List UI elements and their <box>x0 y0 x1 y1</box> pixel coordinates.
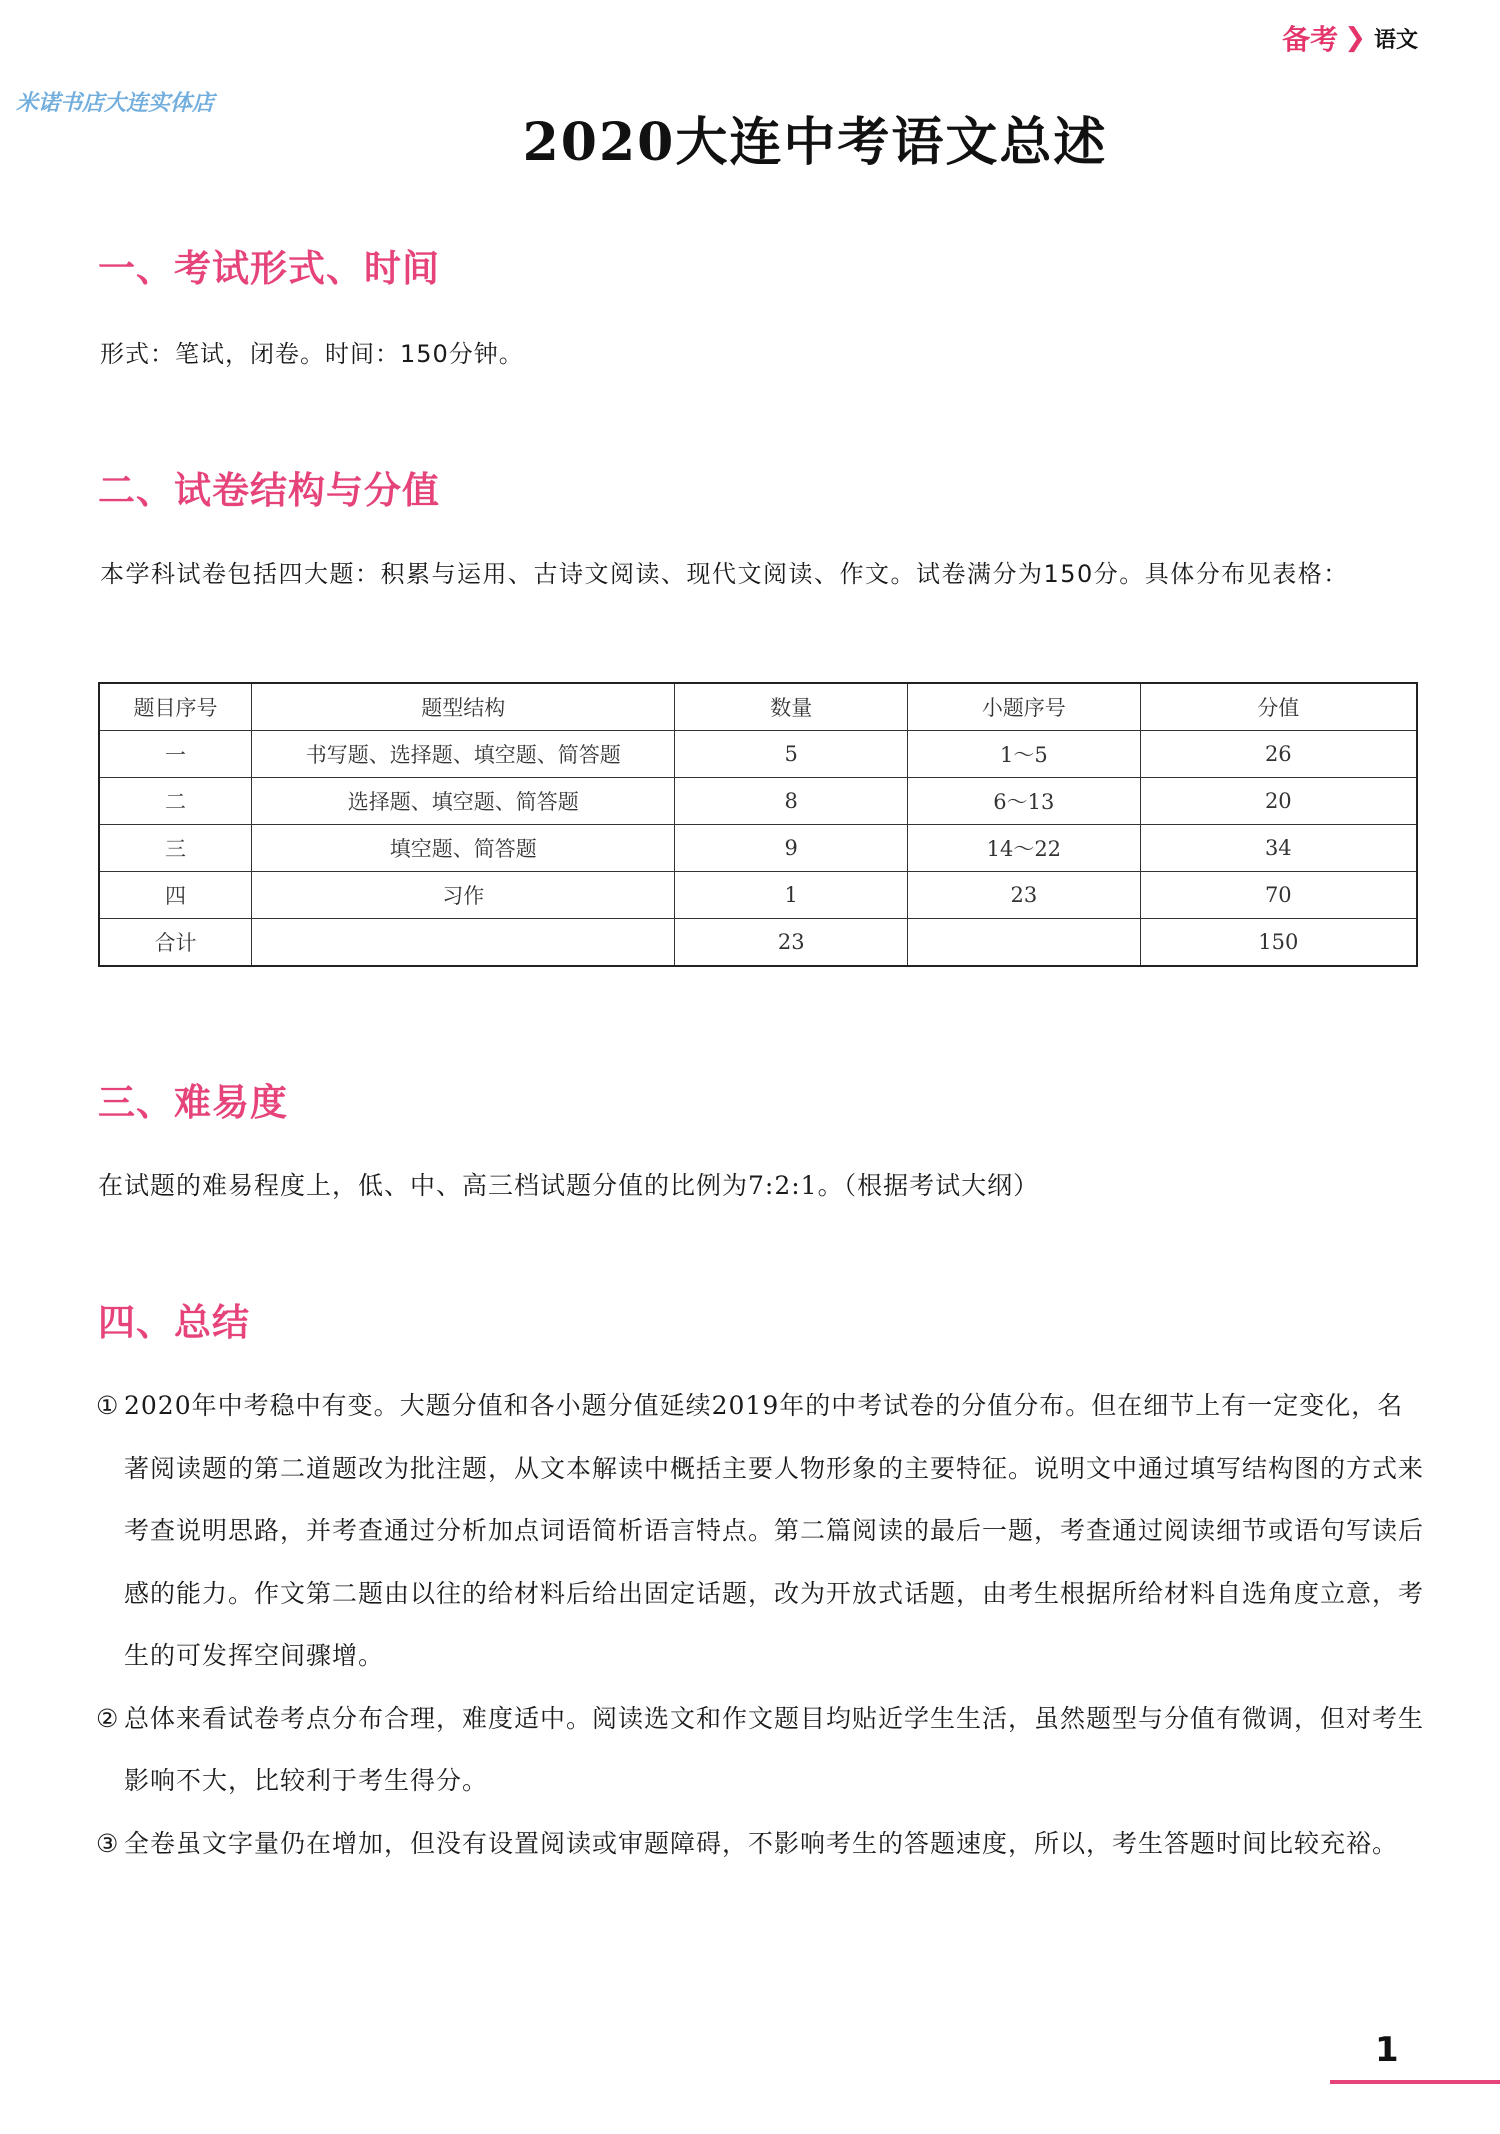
section-heading-structure: 二、试卷结构与分值 <box>98 468 440 512</box>
table-header-cell: 小题序号 <box>908 683 1141 731</box>
table-cell: 选择题、填空题、简答题 <box>252 778 675 825</box>
list-item-text: 全卷虽文字量仍在增加，但没有设置阅读或审题障碍，不影响考生的答题速度，所以，考生答题时间比较充裕。 <box>124 1828 1399 1858</box>
score-distribution-table <box>98 682 1418 967</box>
exam-format-text: 形式：笔试，闭卷。时间：150分钟。 <box>100 340 524 368</box>
table-cell: 20 <box>1140 778 1417 825</box>
brand-main-label: 备考 <box>1282 23 1339 56</box>
table-row <box>99 872 1417 919</box>
table-cell: 1 <box>675 872 908 919</box>
table-cell: 合计 <box>99 919 252 967</box>
list-item-marker: ② <box>96 1703 120 1733</box>
section-heading-summary: 四、总结 <box>98 1300 250 1344</box>
table-cell: 填空题、简答题 <box>252 825 675 872</box>
table-header-cell: 分值 <box>1140 683 1417 731</box>
table-row <box>99 825 1417 872</box>
summary-list <box>96 1375 1426 1875</box>
list-item <box>96 1813 1426 1876</box>
chevron-right-icon: ❯ <box>1344 23 1366 53</box>
table-cell: 26 <box>1140 731 1417 778</box>
table-cell: 23 <box>908 872 1141 919</box>
table-cell: 8 <box>675 778 908 825</box>
list-item-marker: ① <box>96 1391 120 1420</box>
table-cell: 四 <box>99 872 252 919</box>
table-cell: 三 <box>99 825 252 872</box>
list-item-marker: ③ <box>96 1828 120 1858</box>
section-heading-difficulty: 三、难易度 <box>98 1080 288 1124</box>
list-item-text: 总体来看试卷考点分布合理，难度适中。阅读选文和作文题目均贴近学生生活，虽然题型与分值有微调，但对考生影响不大，比较利于考生得分。 <box>124 1703 1425 1795</box>
table-header-row <box>99 683 1417 731</box>
table-cell: 6～13 <box>908 778 1141 825</box>
table-cell: 5 <box>675 731 908 778</box>
section-heading-format-time: 一、考试形式、时间 <box>98 246 440 290</box>
list-item-text: 2020年中考稳中有变。大题分值和各小题分值延续2019年的中考试卷的分值分布。但在细节上有一定变化，名著阅读题的第二道题改为批注题，从文本解读中概括主要人物形象的主要特征。说明文中通过填写结构图的方式来考查说明思路，并考查通过分析加点词语简析语言特点。第二篇阅读的最后一题，考查通过阅读细节或语句写读后感的能力。作文第二题由以往的给材料后给出固定话题，改为开放式话题，由考生根据所给材料自选角度立意，考生的可发挥空间骤增。 <box>124 1391 1425 1670</box>
table-header-cell: 题型结构 <box>252 683 675 731</box>
page-number: 1 <box>1375 2030 1399 2070</box>
table-cell <box>908 919 1141 967</box>
list-item <box>96 1375 1426 1688</box>
table-cell: 一 <box>99 731 252 778</box>
table-row <box>99 731 1417 778</box>
table-cell: 14～22 <box>908 825 1141 872</box>
watermark: 米诺书店大连实体店 <box>16 91 215 116</box>
table-cell: 习作 <box>252 872 675 919</box>
table-header-cell: 题目序号 <box>99 683 252 731</box>
table-cell: 9 <box>675 825 908 872</box>
table-cell: 150 <box>1140 919 1417 967</box>
brand-sub-label: 语文 <box>1373 27 1418 53</box>
table-cell: 二 <box>99 778 252 825</box>
list-item <box>96 1688 1426 1813</box>
table-cell: 书写题、选择题、填空题、简答题 <box>252 731 675 778</box>
table-row <box>99 778 1417 825</box>
table-cell: 23 <box>675 919 908 967</box>
table-header-cell: 数量 <box>675 683 908 731</box>
table-cell: 34 <box>1140 825 1417 872</box>
page-title: 2020大连中考语文总述 <box>522 112 1108 173</box>
footer-rule <box>1330 2080 1500 2084</box>
table-cell: 1～5 <box>908 731 1141 778</box>
header-brand <box>1282 18 1418 58</box>
table-cell: 70 <box>1140 872 1417 919</box>
structure-intro-text: 本学科试卷包括四大题：积累与运用、古诗文阅读、现代文阅读、作文。试卷满分为150分。具体分布见表格： <box>100 560 1349 588</box>
table-cell <box>252 919 675 967</box>
difficulty-text: 在试题的难易程度上，低、中、高三档试题分值的比例为7:2:1。（根据考试大纲） <box>98 1171 1040 1200</box>
table-total-row <box>99 919 1417 967</box>
